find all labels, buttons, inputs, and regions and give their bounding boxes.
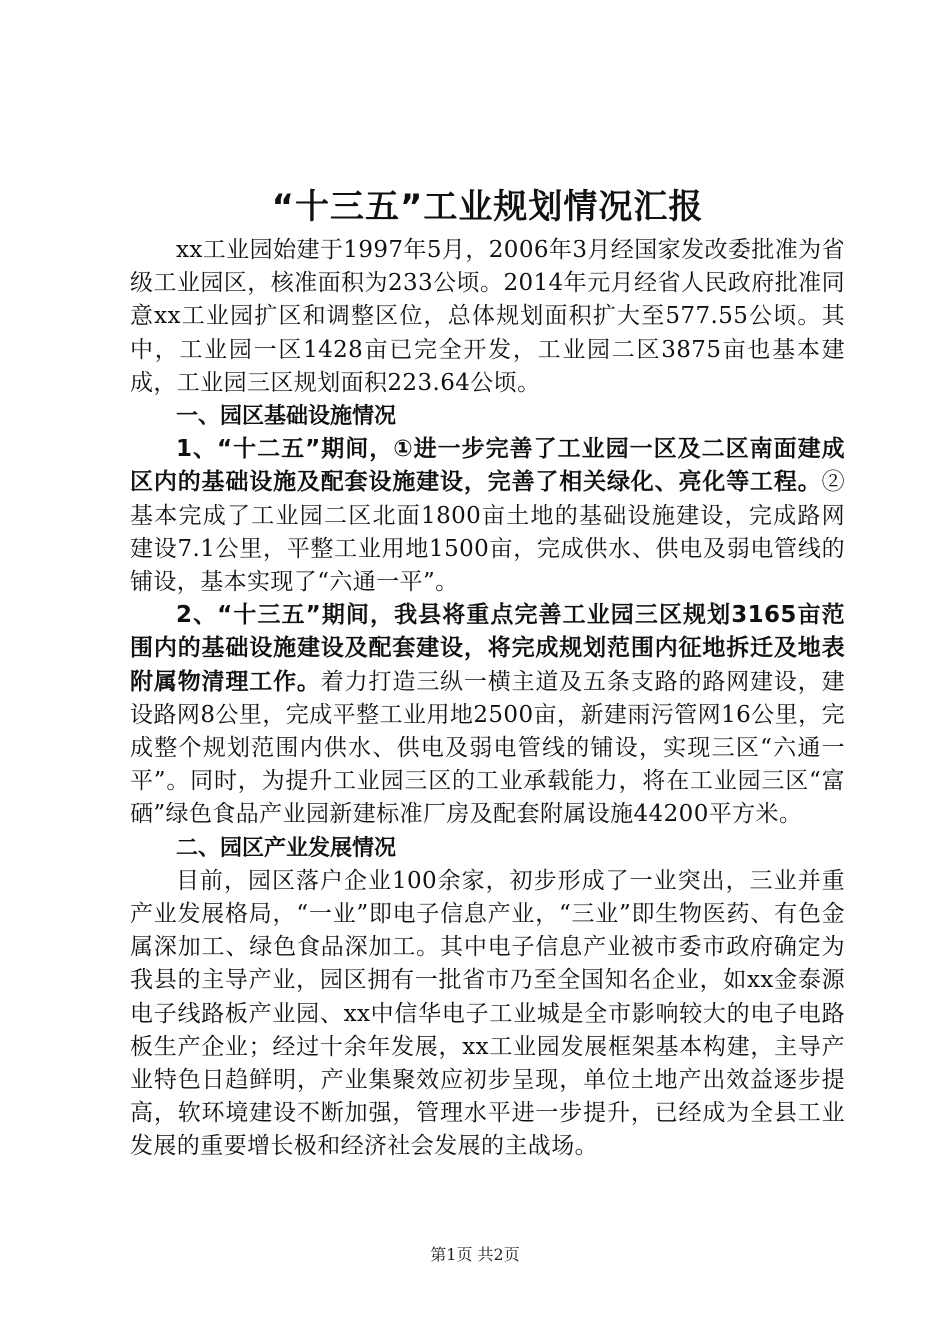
section-2-heading: 二、园区产业发展情况 bbox=[176, 835, 397, 861]
section-1-paragraph-1 bbox=[130, 433, 845, 599]
section-1-heading: 一、园区基础设施情况 bbox=[176, 404, 397, 430]
section-1-paragraph-2-bold: 2、“十三五”期间，我县将重点完善工业园三区规划3165亩范围内的基础设施建设及配套建设，将完成规划范围内征地拆迁及地表附属物清理工作。 bbox=[130, 602, 845, 695]
section-2-paragraph-1: 目前，园区落户企业100余家，初步形成了一业突出，三业并重产业发展格局，“一业”即电子信息产业，“三业”即生物医药、有色金属深加工、绿色食品深加工。其中电子信息产业被市委市政府确定为我县的主导产业，园区拥有一批省市乃至全国知名企业，如xx金泰源电子线路板产业园、xx中信华电子工业城是全市影响较大的电子电路板生产企业；经过十余年发展，xx工业园发展框架基本构建，主导产业特色日趋鲜明，产业集聚效应初步呈现，单位土地产出效益逐步提高，软环境建设不断加强，管理水平进一步提升，已经成为全县工业发展的重要增长极和经济社会发展的主战场。 bbox=[130, 867, 845, 1160]
page-footer: 第1页 共2页 bbox=[430, 1245, 520, 1264]
document-body bbox=[130, 234, 845, 1164]
document-page bbox=[130, 0, 845, 1344]
section-1-paragraph-1-text: ②基本完成了工业园二区北面1800亩土地的基础设施建设，完成路网建设7.1公里，平整工业用地1500亩，完成供水、供电及弱电管线的铺设，基本实现了“六通一平”。 bbox=[130, 469, 845, 596]
section-1-paragraph-1-bold: 1、“十二五”期间，①进一步完善了工业园一区及二区南面建成区内的基础设施及配套设施建设，完善了相关绿化、亮化等工程。 bbox=[130, 436, 845, 496]
document-title: “十三五”工业规划情况汇报 bbox=[271, 187, 704, 227]
intro-paragraph: xx工业园始建于1997年5月，2006年3月经国家发改委批准为省级工业园区，核准面积为233公顷。2014年元月经省人民政府批准同意xx工业园扩区和调整区位，总体规划面积扩大至577.55公顷。其中，工业园一区1428亩已完全开发，工业园二区3875亩也基本建成，工业园三区规划面积223.64公顷。 bbox=[130, 237, 845, 396]
section-1-paragraph-2 bbox=[130, 599, 845, 831]
section-1-paragraph-2-text: 着力打造三纵一横主道及五条支路的路网建设，建设路网8公里，完成平整工业用地2500亩，新建雨污管网16公里，完成整个规划范围内供水、供电及弱电管线的铺设，实现三区“六通一平”。同时，为提升工业园三区的工业承载能力，将在工业园三区“富硒”绿色食品产业园新建标准厂房及配套附属设施44200平方米。 bbox=[130, 668, 845, 828]
